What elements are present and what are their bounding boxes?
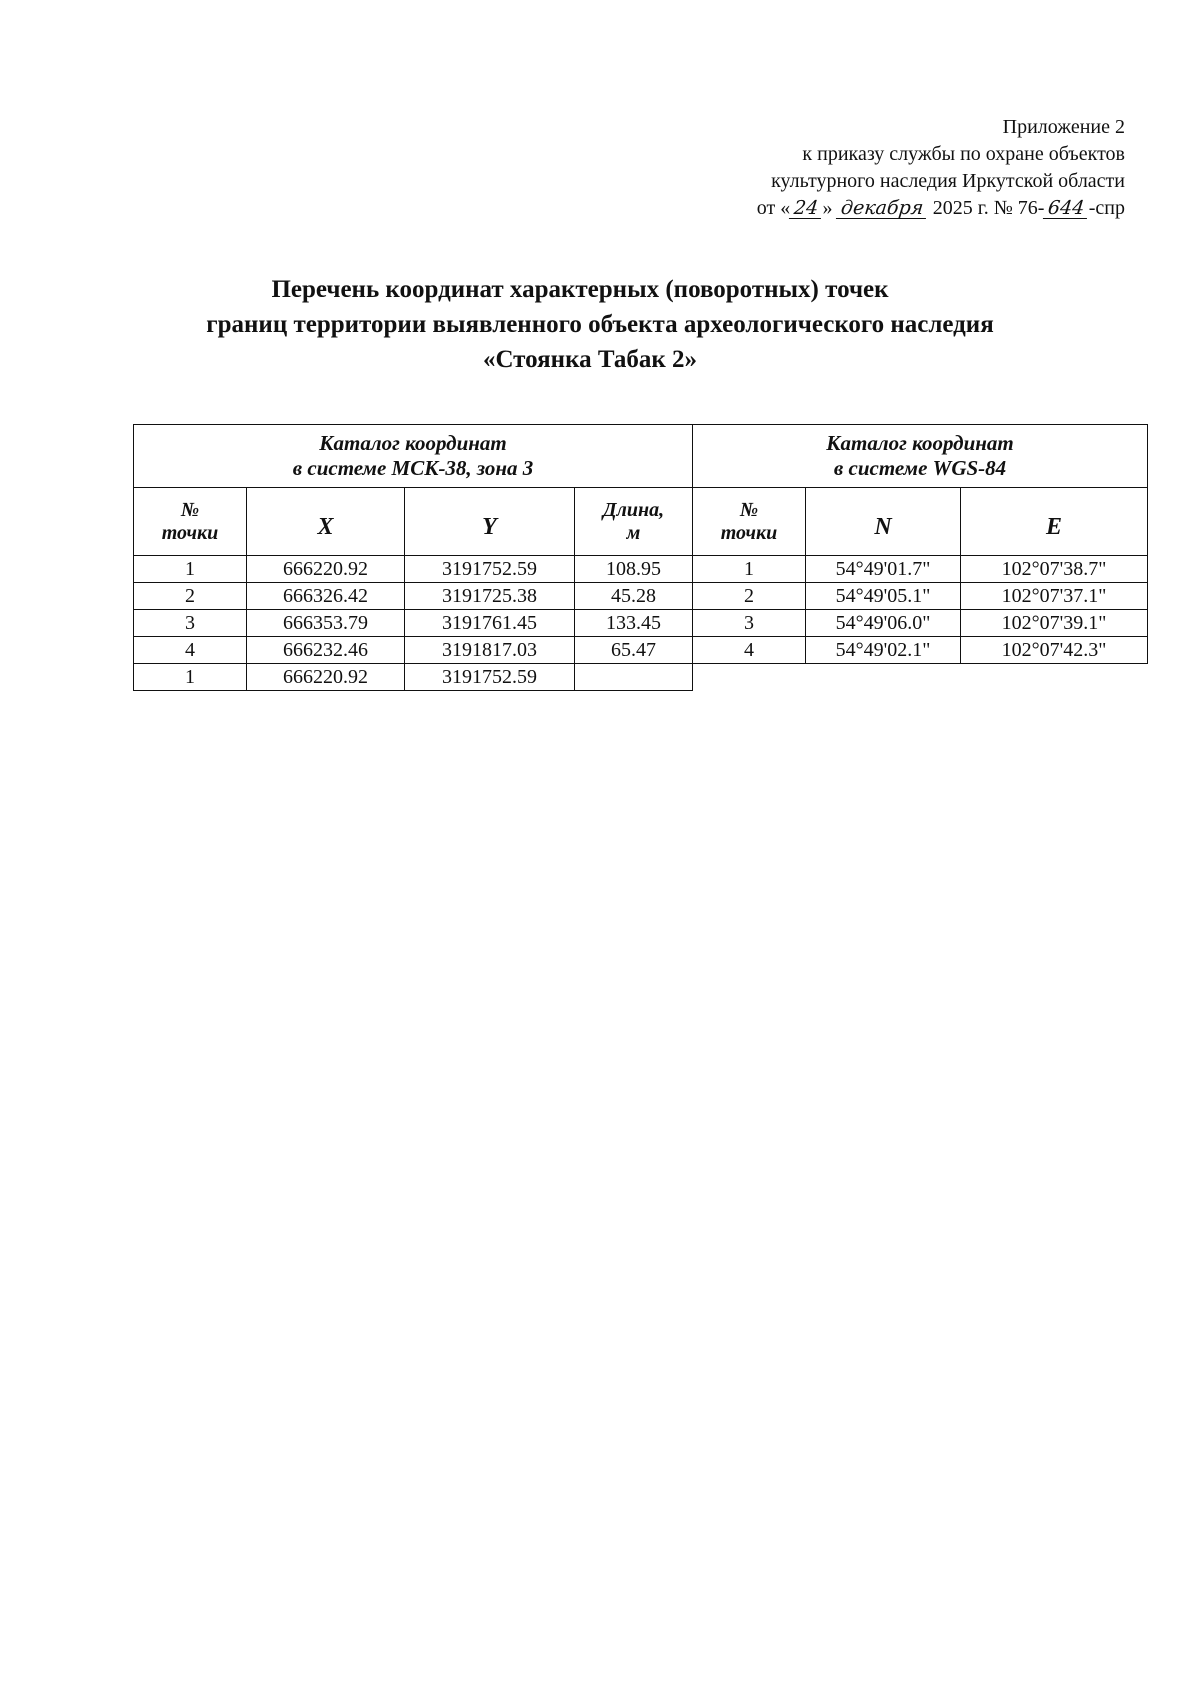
table-row bbox=[134, 664, 693, 691]
msk-x-cell: 666220.92 bbox=[247, 556, 405, 583]
date-prefix: от « bbox=[756, 197, 791, 219]
wgs-coordinates-table bbox=[692, 424, 1148, 664]
appendix-date-line bbox=[525, 195, 1125, 222]
msk-length-cell: 65.47 bbox=[575, 637, 693, 664]
msk-y-cell: 3191761.45 bbox=[405, 610, 575, 637]
title-line-3: «Стоянка Табак 2» bbox=[482, 346, 698, 373]
msk-point-cell: 2 bbox=[134, 583, 247, 610]
msk-y-header: Y bbox=[405, 488, 575, 556]
msk-x-cell: 666220.92 bbox=[247, 664, 405, 691]
handwritten-day: 24 bbox=[789, 198, 823, 219]
wgs-e-cell: 102°07'38.7" bbox=[961, 556, 1148, 583]
msk-length-cell bbox=[575, 664, 693, 691]
wgs-n-cell: 54°49'01.7" bbox=[806, 556, 961, 583]
year-number-text: 2025 г. № 76- bbox=[932, 197, 1045, 219]
table-row bbox=[693, 583, 1148, 610]
wgs-n-cell: 54°49'02.1" bbox=[806, 637, 961, 664]
title-line-1: Перечень координат характерных (поворотных) точек bbox=[271, 276, 889, 303]
table-row bbox=[693, 610, 1148, 637]
table-row bbox=[134, 556, 693, 583]
msk-group-header: Каталог координат в системе МСК-38, зона 3 bbox=[134, 425, 693, 488]
appendix-label: Приложение 2 bbox=[1002, 116, 1125, 138]
wgs-n-cell: 54°49'05.1" bbox=[806, 583, 961, 610]
msk-y-cell: 3191752.59 bbox=[405, 664, 575, 691]
document-title bbox=[0, 272, 1200, 377]
wgs-point-cell: 4 bbox=[693, 637, 806, 664]
msk-length-cell: 45.28 bbox=[575, 583, 693, 610]
table-row bbox=[134, 583, 693, 610]
table-row bbox=[693, 556, 1148, 583]
wgs-point-cell: 3 bbox=[693, 610, 806, 637]
wgs-e-header: E bbox=[961, 488, 1148, 556]
msk-point-cell: 3 bbox=[134, 610, 247, 637]
wgs-n-header: N bbox=[806, 488, 961, 556]
appendix-order-line: к приказу службы по охране объектов bbox=[802, 143, 1125, 165]
msk-x-header: X bbox=[247, 488, 405, 556]
msk-point-cell: 1 bbox=[134, 664, 247, 691]
msk-x-cell: 666353.79 bbox=[247, 610, 405, 637]
wgs-n-cell: 54°49'06.0" bbox=[806, 610, 961, 637]
msk-y-cell: 3191752.59 bbox=[405, 556, 575, 583]
msk-length-cell: 108.95 bbox=[575, 556, 693, 583]
msk-y-cell: 3191817.03 bbox=[405, 637, 575, 664]
msk-x-cell: 666326.42 bbox=[247, 583, 405, 610]
table-row bbox=[134, 637, 693, 664]
order-suffix: -спр bbox=[1088, 197, 1125, 219]
msk-y-cell: 3191725.38 bbox=[405, 583, 575, 610]
handwritten-month: декабря bbox=[836, 198, 929, 219]
msk-x-cell: 666232.46 bbox=[247, 637, 405, 664]
appendix-authority-line: культурного наследия Иркутской области bbox=[771, 170, 1125, 192]
wgs-e-cell: 102°07'42.3" bbox=[961, 637, 1148, 664]
wgs-e-cell: 102°07'37.1" bbox=[961, 583, 1148, 610]
msk-point-cell: 4 bbox=[134, 637, 247, 664]
msk-length-cell: 133.45 bbox=[575, 610, 693, 637]
wgs-point-cell: 2 bbox=[693, 583, 806, 610]
wgs-group-header: Каталог координат в системе WGS-84 bbox=[693, 425, 1148, 488]
table-row bbox=[693, 637, 1148, 664]
appendix-header bbox=[525, 114, 1125, 222]
msk-point-cell: 1 bbox=[134, 556, 247, 583]
wgs-e-cell: 102°07'39.1" bbox=[961, 610, 1148, 637]
msk-coordinates-table bbox=[133, 424, 693, 691]
date-quote: » bbox=[822, 197, 833, 219]
wgs-point-header: № точки bbox=[693, 488, 806, 556]
msk-length-header: Длина, м bbox=[575, 488, 693, 556]
wgs-point-cell: 1 bbox=[693, 556, 806, 583]
handwritten-order-number: 644 bbox=[1043, 198, 1089, 219]
msk-point-header: № точки bbox=[134, 488, 247, 556]
table-row bbox=[134, 610, 693, 637]
title-line-2: границ территории выявленного объекта археологического наследия bbox=[206, 311, 994, 338]
